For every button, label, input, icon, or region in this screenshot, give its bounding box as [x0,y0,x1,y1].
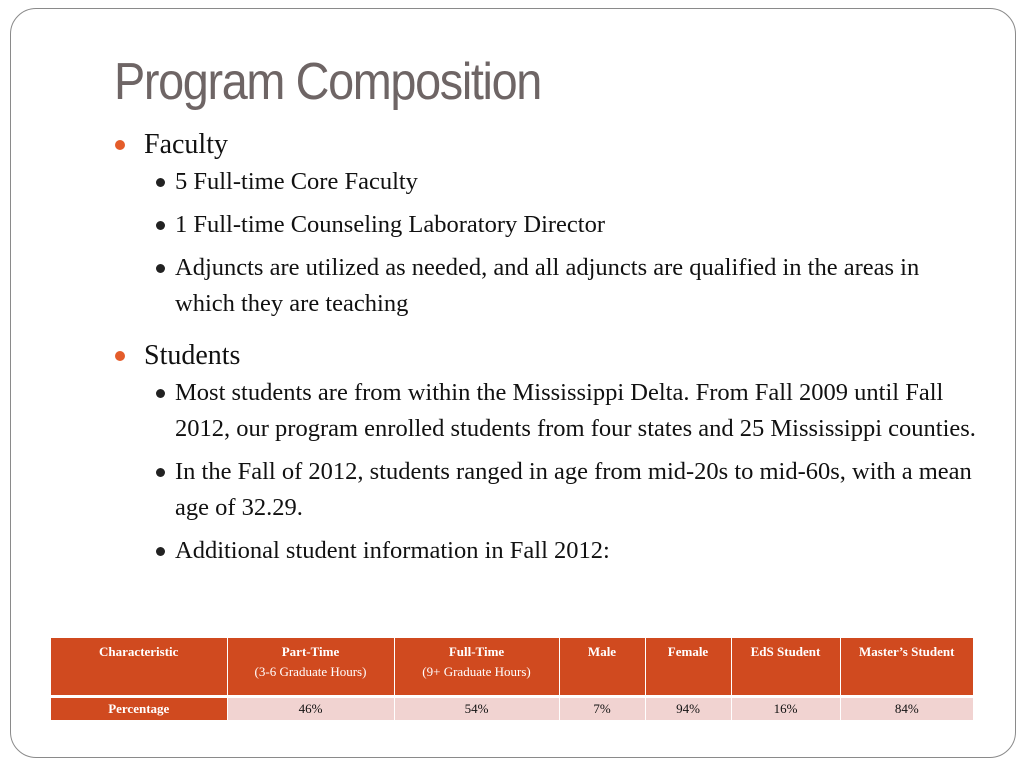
list-item-text: 5 Full-time Core Faculty [175,168,418,195]
list-item-text: Adjuncts are utilized as needed, and all adjuncts are qualified in the areas in which they are teaching [175,254,920,317]
table-header-row [51,638,973,696]
list-item-text: In the Fall of 2012, students ranged in age from mid-20s to mid-60s, with a mean age of 32.29. [175,458,972,521]
column-header: Master’s Student [840,638,973,696]
table-cell: 16% [731,696,840,720]
table-cell: 7% [559,696,645,720]
bullet-students [112,337,982,375]
column-header: EdS Student [731,638,840,696]
table-cell: 54% [394,696,559,720]
list-item [112,207,982,243]
column-header: Characteristic [51,638,227,696]
slide-content [112,124,982,576]
faculty-list [112,164,982,322]
list-item [112,164,982,200]
list-item [112,454,982,526]
row-label: Percentage [51,696,227,720]
table-cell: 46% [227,696,394,720]
bullet-dot-icon [156,221,165,230]
table-row [51,696,973,720]
bullet-dot-icon [115,140,125,150]
list-item [112,250,982,322]
bullet-faculty [112,126,982,164]
list-item-text: 1 Full-time Counseling Laboratory Director [175,211,606,238]
table-cell: 84% [840,696,973,720]
list-item-text: Additional student information in Fall 2012: [175,537,610,564]
column-header: Part-Time (3-6 Graduate Hours) [227,638,394,696]
section-heading: Faculty [144,129,228,160]
column-header: Full-Time (9+ Graduate Hours) [394,638,559,696]
column-header: Female [645,638,731,696]
bullet-dot-icon [156,389,165,398]
column-header: Male [559,638,645,696]
section-heading: Students [144,340,241,371]
bullet-dot-icon [156,264,165,273]
slide-title: Program Composition [114,53,541,111]
bullet-dot-icon [156,178,165,187]
list-item [112,533,982,569]
table-cell: 94% [645,696,731,720]
list-item-text: Most students are from within the Mississippi Delta. From Fall 2009 until Fall 2012, our program enrolled students from four states and 25 Mississippi counties. [175,379,976,442]
bullet-dot-icon [156,468,165,477]
students-list [112,375,982,569]
bullet-dot-icon [115,351,125,361]
student-info-table [51,638,973,720]
list-item [112,375,982,447]
bullet-dot-icon [156,547,165,556]
